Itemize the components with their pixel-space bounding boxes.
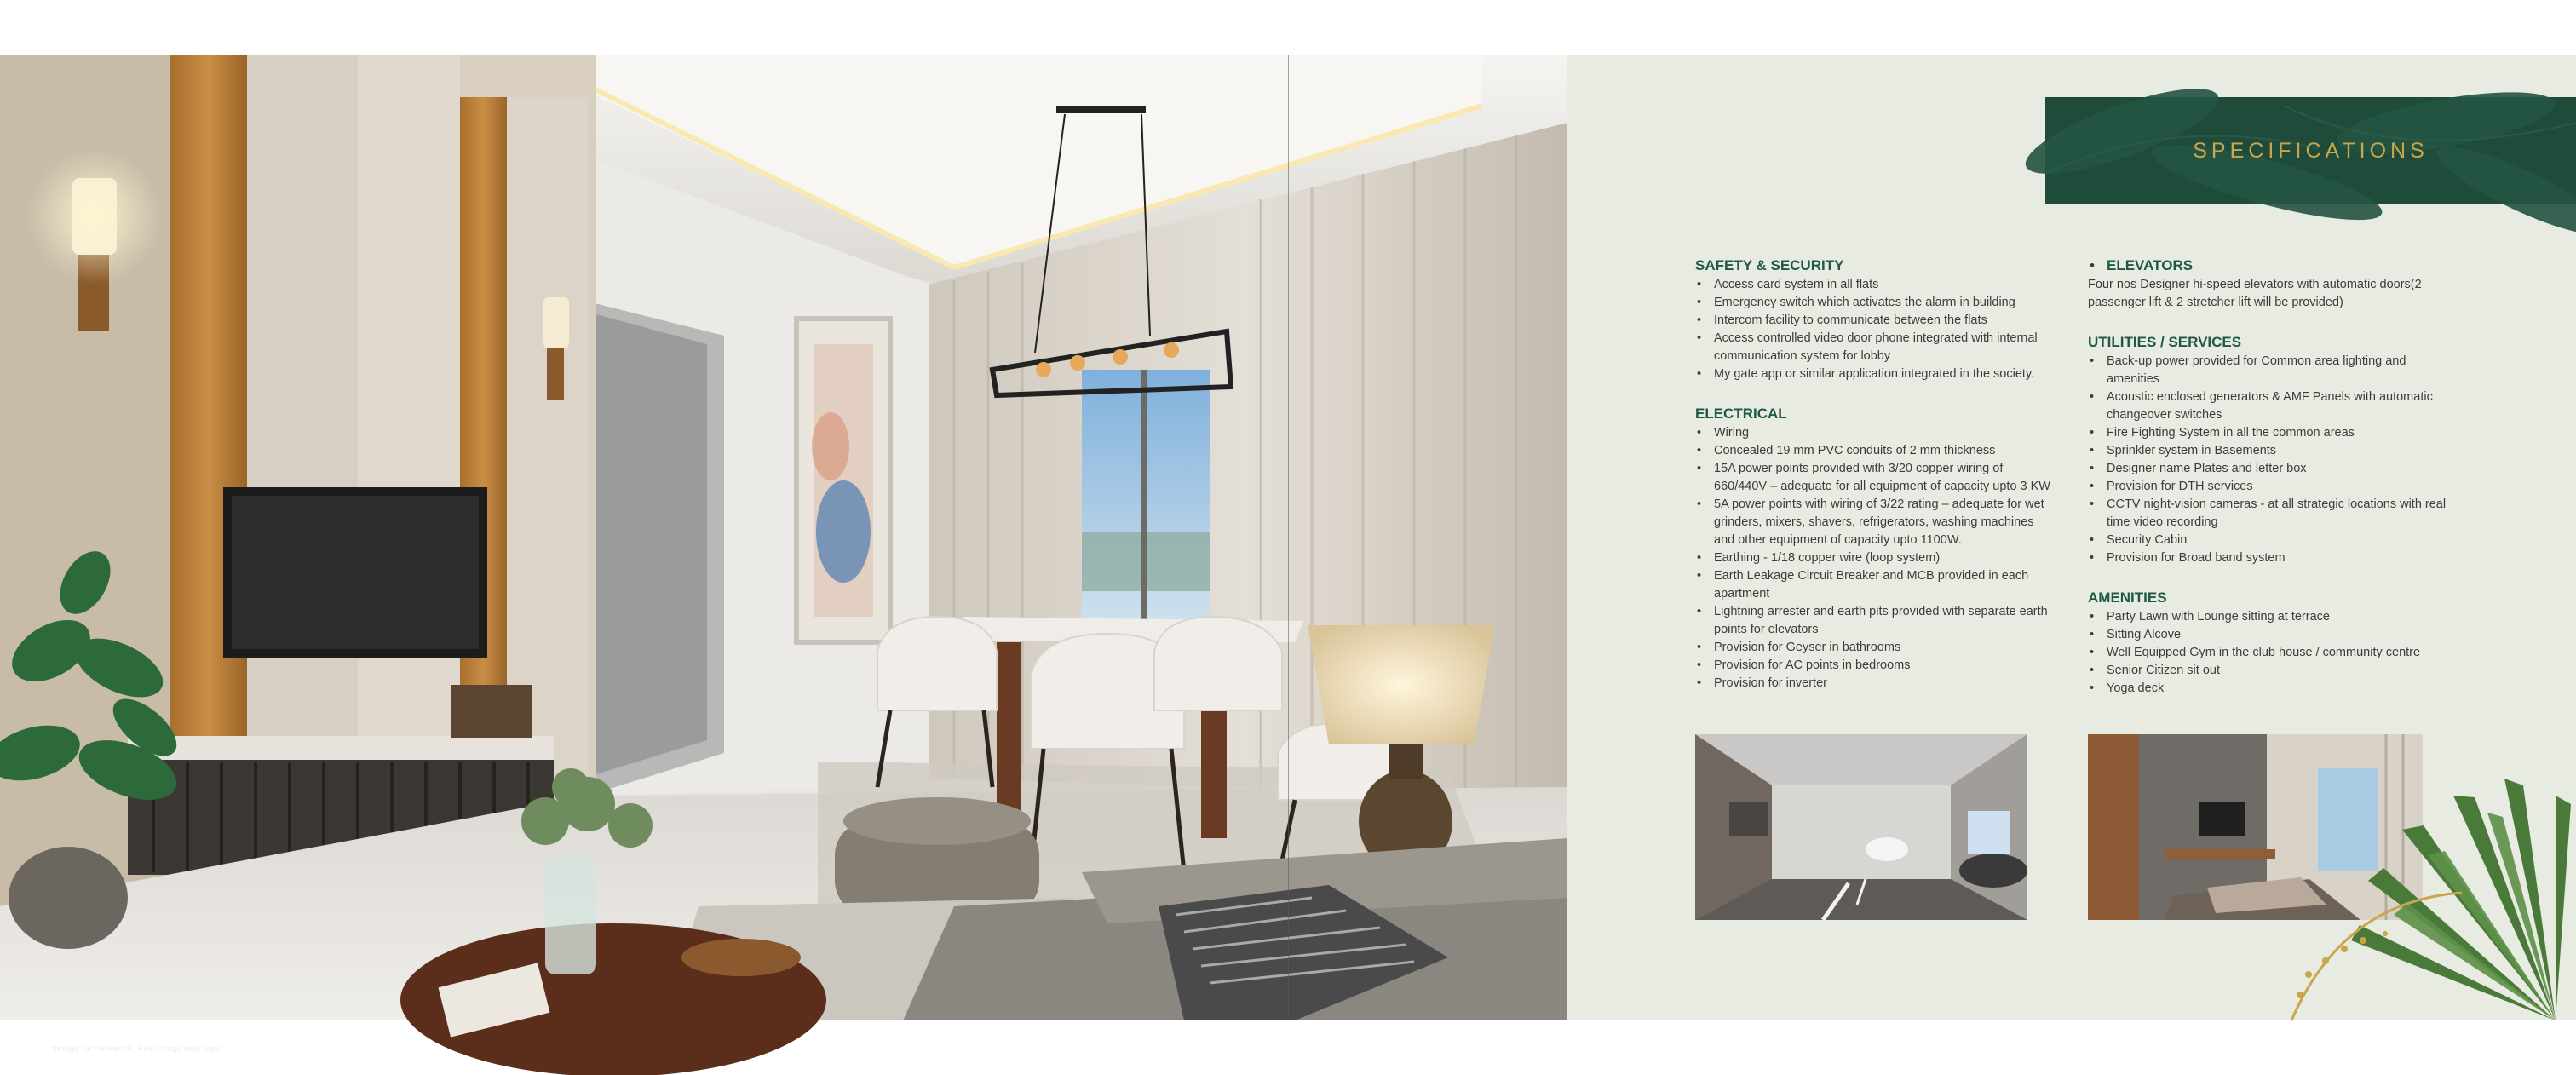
specifications-title: SPECIFICATIONS	[2193, 139, 2429, 163]
list-item: • Fire Fighting System in all the common areas	[2088, 424, 2454, 442]
list-item: • Concealed 19 mm PVC conduits of 2 mm thickness	[1695, 442, 2053, 460]
list-item: • Sprinkler system in Basements	[2088, 442, 2454, 460]
list-item: • Access controlled video door phone integrated with internal communication system for lobby	[1695, 330, 2053, 365]
list-item: • Emergency switch which activates the alarm in building	[1695, 294, 2053, 312]
list-item: • Access card system in all flats	[1695, 276, 2053, 294]
spec-column-right	[2088, 256, 2454, 698]
section-title-utilities: UTILITIES / SERVICES	[2088, 334, 2242, 350]
list-item: • CCTV night-vision cameras - at all strategic locations with real time video recording	[2088, 496, 2454, 532]
electrical-list	[1695, 424, 2053, 693]
list-item: • Senior Citizen sit out	[2088, 662, 2454, 680]
list-item: • Intercom facility to communicate between the flats	[1695, 312, 2053, 330]
list-item: • Earth Leakage Circuit Breaker and MCB provided in each apartment	[1695, 567, 2053, 603]
section-title-electrical: ELECTRICAL	[1695, 405, 1787, 422]
list-item: • Provision for DTH services	[2088, 478, 2454, 496]
list-item: • Yoga deck	[2088, 680, 2454, 698]
specifications-page	[1567, 55, 2576, 1020]
page-fold-line	[1288, 55, 1289, 1020]
list-item: • Provision for AC points in bedrooms	[1695, 657, 2053, 675]
list-item: • Sitting Alcove	[2088, 626, 2454, 644]
section-title-safety: SAFETY & SECURITY	[1695, 257, 1844, 273]
palm-leaf-decoration	[2274, 779, 2576, 1020]
parking-photo	[1695, 734, 2027, 920]
utilities-list	[2088, 353, 2454, 567]
list-item: • Provision for Geyser in bathrooms	[1695, 639, 2053, 657]
list-item: • Lightning arrester and earth pits provided with separate earth points for elevators	[1695, 603, 2053, 639]
list-item: • Security Cabin	[2088, 532, 2454, 549]
image-disclaimer: *Image for reference. Real image may vary.	[51, 1044, 223, 1054]
specifications-banner	[2045, 97, 2576, 204]
list-item: • My gate app or similar application integrated in the society.	[1695, 365, 2053, 383]
section-title-elevators: • ELEVATORS	[2088, 256, 2454, 276]
amenities-list	[2088, 608, 2454, 698]
list-item: • Provision for Broad band system	[2088, 549, 2454, 567]
safety-list	[1695, 276, 2053, 383]
list-item: • Provision for inverter	[1695, 675, 2053, 693]
section-title-amenities: AMENITIES	[2088, 589, 2167, 606]
list-item: • 15A power points provided with 3/20 copper wiring of 660/440V – adequate for all equipment of capacity upto 3 KW	[1695, 460, 2053, 496]
list-item: • Wiring	[1695, 424, 2053, 442]
list-item: • Designer name Plates and letter box	[2088, 460, 2454, 478]
list-item: • Well Equipped Gym in the club house / community centre	[2088, 644, 2454, 662]
spec-column-left	[1695, 256, 2053, 693]
list-item: • 5A power points with wiring of 3/22 rating – adequate for wet grinders, mixers, shavers, refrigerators, washing machines and other equipment of capacity upto 1100W.	[1695, 496, 2053, 549]
list-item: • Earthing - 1/18 copper wire (loop system)	[1695, 549, 2053, 567]
list-item: • Acoustic enclosed generators & AMF Panels with automatic changeover switches	[2088, 388, 2454, 424]
list-item: • Back-up power provided for Common area lighting and amenities	[2088, 353, 2454, 388]
interior-render-image	[0, 55, 1567, 1054]
elevators-text: Four nos Designer hi-speed elevators with automatic doors(2 passenger lift & 2 stretcher lift will be provided)	[2088, 278, 2422, 309]
list-item: • Party Lawn with Lounge sitting at terrace	[2088, 608, 2454, 626]
